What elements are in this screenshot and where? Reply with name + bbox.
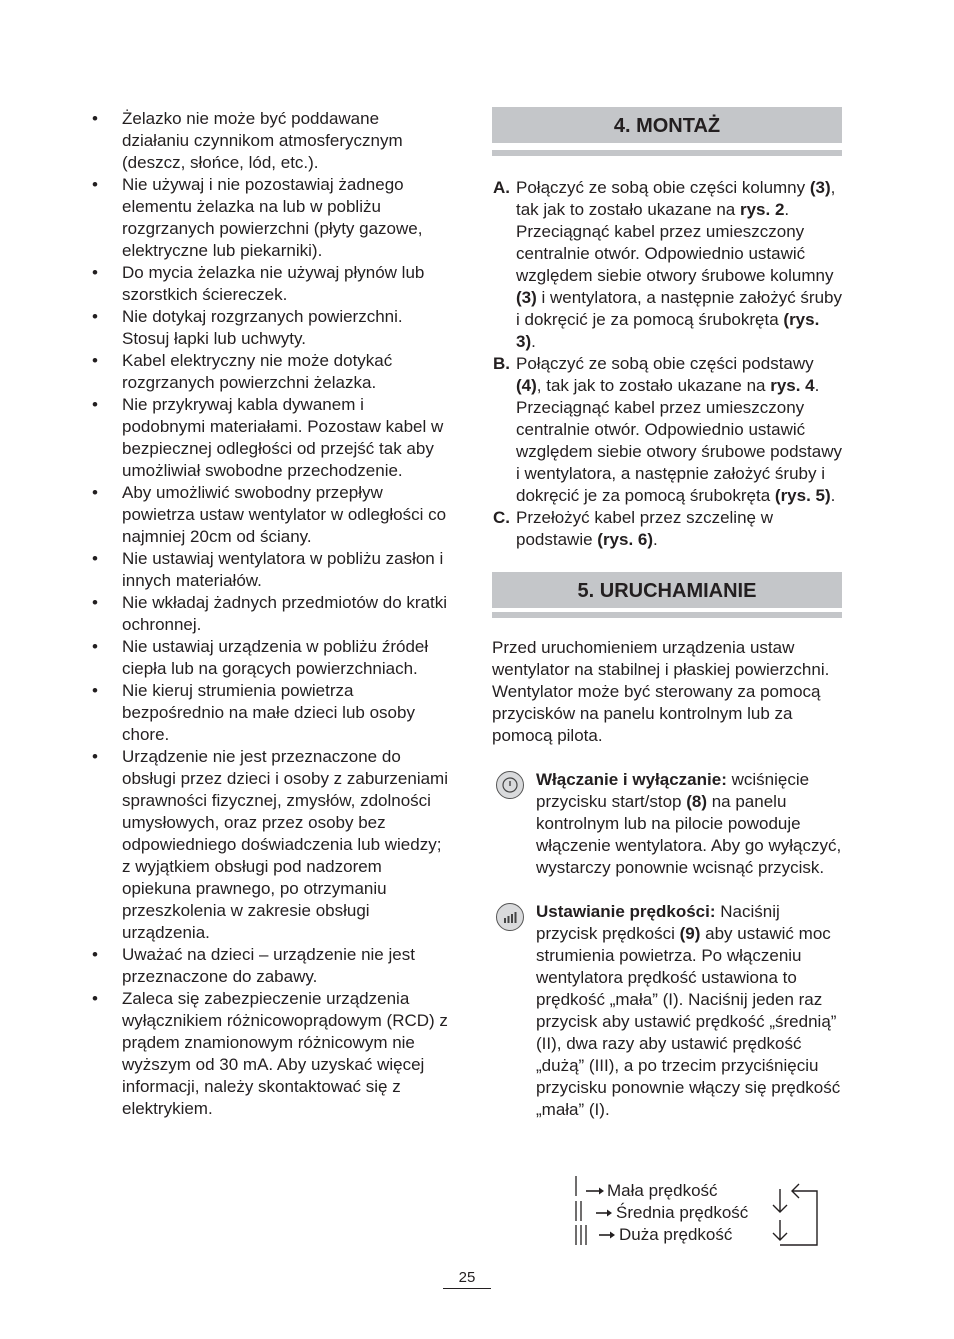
heading-rule	[492, 150, 842, 156]
safety-list	[90, 108, 450, 1120]
step-b: B. Połączyć ze sobą obie części podstawy (4), tak jak to zostało ukazane na rys. 4. Przeciągnąć kabel przez umieszczony centralnie otwór. Odpowiednio ustawić względem siebie otwory śrubowe podstawy i wentylatora, a następnie założyć śruby i dokręcić je za pomocą śrubokręta (rys. 5).	[493, 354, 842, 505]
instructions-column	[492, 107, 842, 1121]
bullet-icon: •	[92, 351, 98, 370]
bullet-icon: •	[92, 593, 98, 612]
feature-label: Ustawianie prędkości:	[536, 902, 716, 921]
step-a: A. Połączyć ze sobą obie części kolumny (3), tak jak to zostało ukazane na rys. 2. Przeciągnąć kabel przez umieszczony centralnie otwór. Odpowiednio ustawić względem siebie otwory śrubowe kolumny (3) i wentylatora, a następnie założyć śruby i dokręcić je za pomocą śrubokręta (rys. 3).	[493, 178, 842, 351]
power-icon	[501, 776, 519, 794]
list-item: • Do mycia żelazka nie używaj płynów lub szorstkich ściereczek.	[92, 263, 425, 304]
list-item: • Zaleca się zabezpieczenie urządzenia wyłącznikiem różnicowoprądowym (RCD) z prądem znamionowym różnicowym nie wyższym od 30 mA. Aby uzyskać więcej informacji, należy skontaktować się z elektrykiem.	[92, 989, 448, 1118]
bullet-icon: •	[92, 395, 98, 414]
onoff-feature: Włączanie i wyłączanie: wciśnięcie przycisku start/stop (8) na panelu kontrolnym lub na pilocie powoduje włączenie wentylatora. Aby go wyłączyć, wystarczy ponownie wcisnąć przycisk.	[492, 769, 842, 879]
speed-level-low: Mała prędkość	[607, 1181, 718, 1200]
assembly-steps	[492, 177, 842, 551]
section-heading-montaz	[492, 107, 842, 156]
bullet-icon: •	[92, 263, 98, 282]
speed-cycle-diagram	[572, 1175, 832, 1250]
list-item: • Nie ustawiaj wentylatora w pobliżu zasłon i innych materiałów.	[92, 549, 444, 590]
list-item: • Kabel elektryczny nie może dotykać rozgrzanych powierzchni żelazka.	[92, 351, 393, 392]
speed-feature: Ustawianie prędkości: Naciśnij przycisk prędkości (9) aby ustawić moc strumienia powietrza. Po włączeniu wentylatora prędkość ustawiona to prędkość „mała” (I). Naciśnij jeden raz przycisk aby ustawić prędkość „średnią” (II), dwa razy aby ustawić prędkość „dużą” (III), a po trzecim przyciśnięciu przycisku ponownie włączy się prędkość „mała” (I).	[492, 901, 842, 1121]
bullet-icon: •	[92, 681, 98, 700]
speed-bars-icon	[501, 908, 519, 926]
feature-label: Włączanie i wyłączanie:	[536, 770, 727, 789]
section-title: 5. URUCHAMIANIE	[492, 572, 842, 608]
bullet-icon: •	[92, 175, 98, 194]
list-item: • Uważać na dzieci – urządzenie nie jest przeznaczone do zabawy.	[92, 945, 415, 986]
speed-button-icon	[496, 903, 524, 931]
list-item: • Aby umożliwić swobodny przepływ powietrza ustaw wentylator w odległości co najmniej 20cm od ściany.	[92, 483, 447, 546]
list-item: • Nie ustawiaj urządzenia w pobliżu źródeł ciepła lub na gorących powierzchniach.	[92, 637, 429, 678]
speed-level-medium: Średnia prędkość	[616, 1203, 749, 1222]
list-item: • Nie dotykaj rozgrzanych powierzchni. Stosuj łapki lub uchwyty.	[92, 307, 403, 348]
heading-rule	[492, 612, 842, 618]
list-item: • Nie przykrywaj kabla dywanem i podobnymi materiałami. Pozostaw kabel w bezpiecznej odległości od przejść tak aby umożliwiał swobodne przechodzenie.	[92, 395, 444, 480]
bullet-icon: •	[92, 549, 98, 568]
list-item: • Żelazko nie może być poddawane działaniu czynnikom atmosferycznym (deszcz, słońce, lód, etc.).	[92, 109, 403, 172]
bullet-icon: •	[92, 483, 98, 502]
bullet-icon: •	[92, 637, 98, 656]
page-number: 25	[443, 1268, 491, 1289]
bullet-icon: •	[92, 109, 98, 128]
speed-level-high: Duża prędkość	[619, 1225, 733, 1244]
step-c: C. Przełożyć kabel przez szczelinę w podstawie (rys. 6).	[493, 508, 773, 549]
intro-paragraph: Przed uruchomieniem urządzenia ustaw wentylator na stabilnej i płaskiej powierzchni. Wentylator może być sterowany za pomocą przycisków na panelu kontrolnym lub za pomocą pilota.	[492, 638, 830, 745]
safety-column	[90, 108, 450, 1120]
bullet-icon: •	[92, 945, 98, 964]
list-item: • Urządzenie nie jest przeznaczone do obsługi przez dzieci i osoby z zaburzeniami sprawności fizycznej, zmysłów, zdolności umysłowych, oraz przez osoby bez odpowiedniego doświadczenia lub wiedzy; z wyjątkiem obsługi pod nadzorem opiekuna prawnego, po otrzymaniu przeszkolenia w zakresie obsługi urządzenia.	[92, 747, 448, 942]
list-item: • Nie kieruj strumienia powietrza bezpośrednio na małe dzieci lub osoby chore.	[92, 681, 415, 744]
list-item: • Nie używaj i nie pozostawiaj żadnego elementu żelazka na lub w pobliżu rozgrzanych powierzchni (płyty gazowe, elektryczne lub piekarniki).	[92, 175, 423, 260]
bullet-icon: •	[92, 989, 98, 1008]
bullet-icon: •	[92, 747, 98, 766]
section-heading-uruchamianie	[492, 572, 842, 618]
power-button-icon	[496, 771, 524, 799]
bullet-icon: •	[92, 307, 98, 326]
list-item: • Nie wkładaj żadnych przedmiotów do kratki ochronnej.	[92, 593, 448, 634]
section-title: 4. MONTAŻ	[492, 107, 842, 143]
